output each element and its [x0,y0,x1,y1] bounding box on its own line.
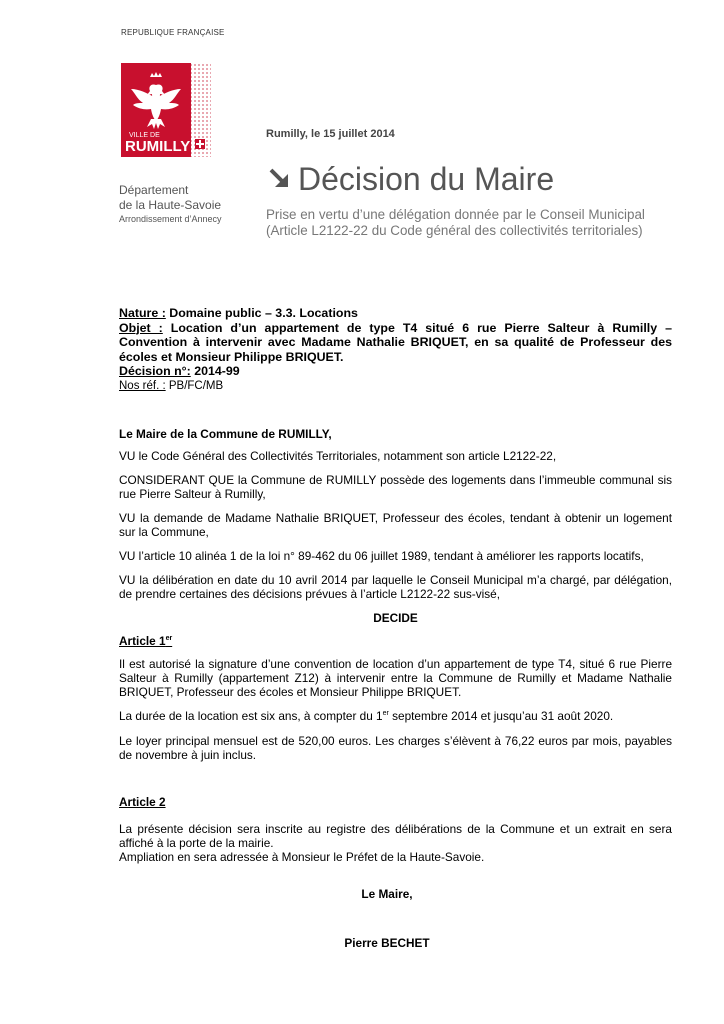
republique-header: REPUBLIQUE FRANÇAISE [121,28,225,37]
article-1-label [119,634,172,648]
subtitle: Prise en vertu d’une délégation donnée par le Conseil Municipal (Article L2122-22 du Code général des collectivités territoriales) [266,207,645,238]
ref-value: PB/FC/MB [165,379,224,392]
duration-text-b: septembre 2014 et jusqu’au 31 août 2020. [388,709,614,723]
article-2-label: Article 2 [119,795,166,809]
article-1-paragraph-2 [119,709,672,723]
arrow-down-right-icon [266,164,294,192]
vu-deliberation: VU la délibération en date du 10 avril 2014 par laquelle le Conseil Municipal m’a chargé, par délégation, de prendre certaines des décisions prévues à l’article L2122-22 sus-visé, [119,573,672,601]
nature-line [119,306,672,321]
department-block [119,183,222,226]
article-2-title [119,795,672,809]
considerant: CONSIDERANT QUE la Commune de RUMILLY possède des logements dans l’immeuble communal sis rue Pierre Salteur à Rumilly, [119,473,672,501]
decision-label: Décision n°: [119,364,191,378]
vu-demande: VU la demande de Madame Nathalie BRIQUET, Professeur des écoles, tendant à obtenir un logement sur la Commune, [119,511,672,539]
article-2-paragraph-1: La présente décision sera inscrite au registre des délibérations de la Commune et un extrait en sera affiché à la porte de la mairie. [119,822,672,850]
department-name-1: Département [119,183,189,197]
nature-value: Domaine public – 3.3. Locations [165,306,358,320]
title-text: Décision du Maire [298,161,555,197]
vu-code-general: VU le Code Général des Collectivités Territoriales, notamment son article L2122-22, [119,449,557,463]
date-line: Rumilly, le 15 juillet 2014 [266,128,395,140]
decide-heading: DECIDE [373,611,418,625]
objet-value: Location d’un appartement de type T4 situé 6 rue Pierre Salteur à Rumilly – Convention à intervenir avec Madame Nathalie BRIQUET, en sa qualité de Professeur des écoles et Monsieur Philippe BRIQUET. [119,320,672,364]
cross-icon [195,139,205,149]
reference-line [119,379,672,394]
logo-text-ville-de: VILLE DE [129,132,160,139]
signature-role: Le Maire, [361,887,413,901]
decision-value: 2014-99 [190,364,240,378]
article-1-text: Article 1 [119,634,166,648]
arrondissement: Arrondissement d’Annecy [119,214,222,224]
ville-de-rumilly-logo [121,63,211,157]
signature-name: Pierre BECHET [344,936,430,950]
page-title [266,161,554,198]
duration-text-a: La durée de la location est six ans, à compter du 1 [119,709,383,723]
logo-text-rumilly: RUMILLY [125,138,191,155]
decision-meta [119,306,672,393]
article-1-title [119,634,672,648]
nature-label: Nature : [119,306,166,320]
article-1-sup: er [165,635,173,642]
decision-number-line [119,364,672,379]
vu-article-10: VU l’article 10 alinéa 1 de la loi n° 89-462 du 06 juillet 1989, tendant à améliorer les rapports locatifs, [119,549,644,563]
department-name-2: de la Haute-Savoie [119,198,222,212]
ref-label: Nos réf. : [119,379,166,392]
objet-label: Objet : [119,320,163,335]
duration-sup: er [382,710,389,717]
article-1-paragraph-1: Il est autorisé la signature d’une convention de location d’un appartement de type T4, situé 6 rue Pierre Salteur à Rumilly (appartement Z12) à intervenir entre la Commune de Rumilly et Madame Nathalie BRIQUET, Professeur des écoles et Monsieur Philippe BRIQUET. [119,657,672,699]
intro: Le Maire de la Commune de RUMILLY, [119,427,332,441]
article-2-paragraph-2: Ampliation en sera adressée à Monsieur le Préfet de la Haute-Savoie. [119,850,485,864]
article-1-paragraph-3: Le loyer principal mensuel est de 520,00 euros. Les charges s’élèvent à 76,22 euros par mois, payables de novembre à juin inclus. [119,734,672,762]
objet-line [119,321,672,365]
